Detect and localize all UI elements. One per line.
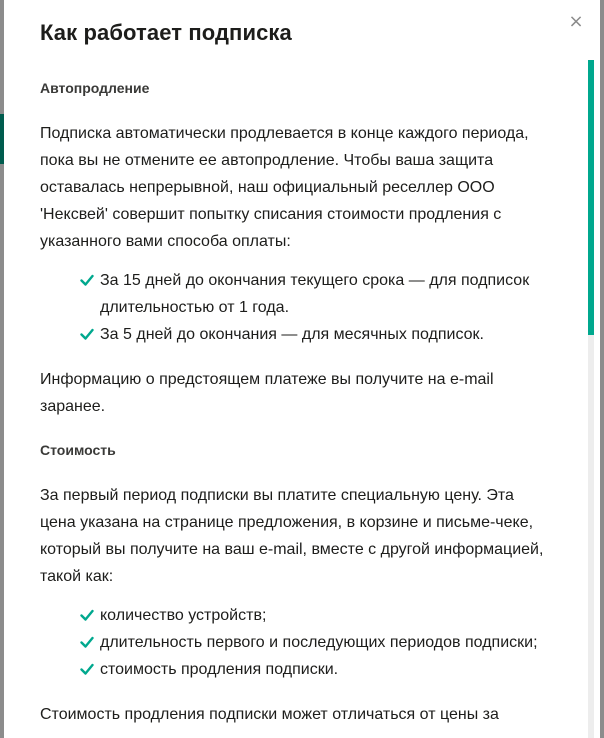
- check-icon: [80, 273, 94, 287]
- list-item: [80, 321, 550, 348]
- dialog-title: Как работает подписка: [40, 20, 292, 45]
- list-item-text: За 15 дней до окончания текущего срока — для подписок длительностью от 1 года.: [100, 272, 530, 316]
- cost-outro: Стоимость продления подписки может отличаться от цены за: [40, 706, 499, 723]
- autorenewal-outro: Информацию о предстоящем платеже вы получите на e-mail заранее.: [40, 371, 494, 415]
- check-icon: [80, 608, 94, 622]
- list-item-text: количество устройств;: [100, 607, 267, 624]
- check-icon: [80, 635, 94, 649]
- close-button[interactable]: ×: [566, 12, 586, 32]
- cost-intro: За первый период подписки вы платите специальную цену. Эта цена указана на странице предложения, в корзине и письме-чеке, который вы получите на ваш e-mail, вместе с другой информацией, такой как:: [40, 487, 544, 585]
- autorenewal-list: [80, 267, 550, 348]
- list-item: [80, 656, 550, 683]
- dialog-content: [40, 76, 550, 738]
- list-item-text: стоимость продления подписки.: [100, 661, 339, 678]
- check-icon: [80, 662, 94, 676]
- list-item-text: За 5 дней до окончания — для месячных подписок.: [100, 326, 484, 343]
- list-item: [80, 602, 550, 629]
- list-item-text: длительность первого и последующих периодов подписки;: [100, 634, 538, 651]
- scrollbar-thumb[interactable]: [588, 60, 594, 335]
- check-icon: [80, 327, 94, 341]
- section-heading-autorenewal: Автопродление: [40, 80, 150, 96]
- list-item: [80, 629, 550, 656]
- list-item: [80, 267, 550, 321]
- autorenewal-intro: Подписка автоматически продлевается в конце каждого периода, пока вы не отмените ее автопродление. Чтобы ваша защита оставалась непрерывной, наш официальный реселлер ООО 'Нексвей' совершит попытку списания стоимости продления с указанного вами способа оплаты:: [40, 125, 529, 250]
- section-heading-cost: Стоимость: [40, 442, 116, 458]
- cost-list: [80, 602, 550, 683]
- subscription-info-dialog: [4, 0, 600, 738]
